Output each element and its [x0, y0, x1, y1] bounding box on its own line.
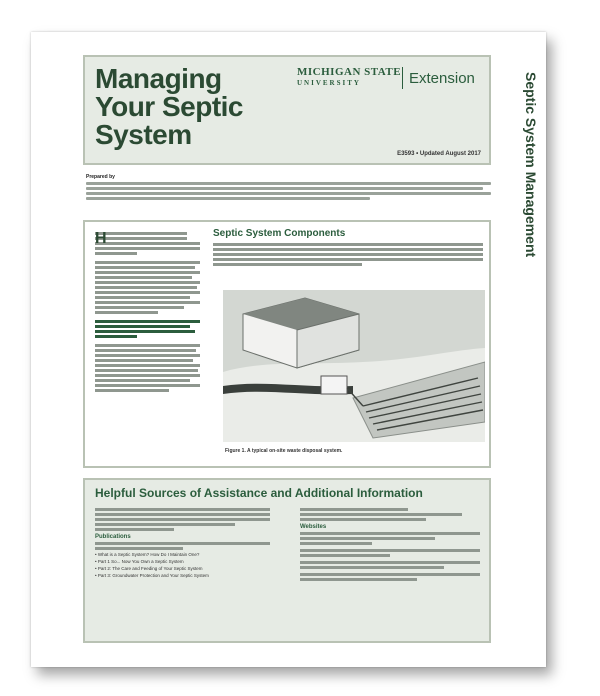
resources-heading: Helpful Sources of Assistance and Additional Information: [95, 486, 423, 500]
publication-item: • Part 3: Groundwater Protection and Your Septic System: [95, 573, 270, 578]
septic-system-illustration: [223, 290, 485, 442]
resources-right-column: [300, 508, 480, 583]
text-line: [86, 192, 491, 195]
fact-sheet-page: [31, 32, 546, 667]
components-column: [213, 228, 483, 268]
text-line: [86, 187, 483, 190]
document-title: [95, 65, 243, 149]
resources-left-column: [95, 508, 270, 580]
logo-bottom-text: UNIVERSITY: [297, 79, 361, 87]
publication-item: • What is a Septic System? How Do I Maintain One?: [95, 552, 270, 557]
resources-section: [83, 478, 491, 643]
title-line-2: Your Septic: [95, 91, 244, 122]
title-line-1: Managing: [95, 63, 222, 94]
drop-cap: H: [95, 230, 107, 247]
publication-item: • Part 2: The Care and Feeding of Your Septic System: [95, 566, 270, 571]
prepared-by-label: Prepared by: [86, 174, 115, 180]
extension-label: Extension: [409, 70, 475, 87]
websites-label: Websites: [300, 524, 327, 530]
header-panel: [83, 55, 491, 165]
bulletin-number: E3593 • Updated August 2017: [397, 151, 481, 157]
components-heading: Septic System Components: [213, 228, 346, 239]
vertical-title-text: Septic System Management: [523, 72, 539, 258]
vertical-title: [503, 72, 543, 258]
text-line: [86, 182, 491, 185]
msu-logo: [297, 67, 401, 89]
intro-section: [83, 220, 491, 468]
title-line-3: System: [95, 119, 192, 150]
publications-label: Publications: [95, 534, 131, 540]
figure-caption: Figure 1. A typical on-site waste disposal system.: [225, 448, 343, 454]
intro-text-column: [95, 232, 200, 394]
septic-diagram-icon: [223, 290, 485, 442]
prepared-by-block: [86, 174, 491, 200]
publication-item: • Part 1 So... Now You Own a Septic System: [95, 559, 270, 564]
logo-top-text: MICHIGAN STATE: [297, 66, 402, 78]
logo-divider: [402, 67, 403, 89]
text-line: [86, 197, 370, 200]
